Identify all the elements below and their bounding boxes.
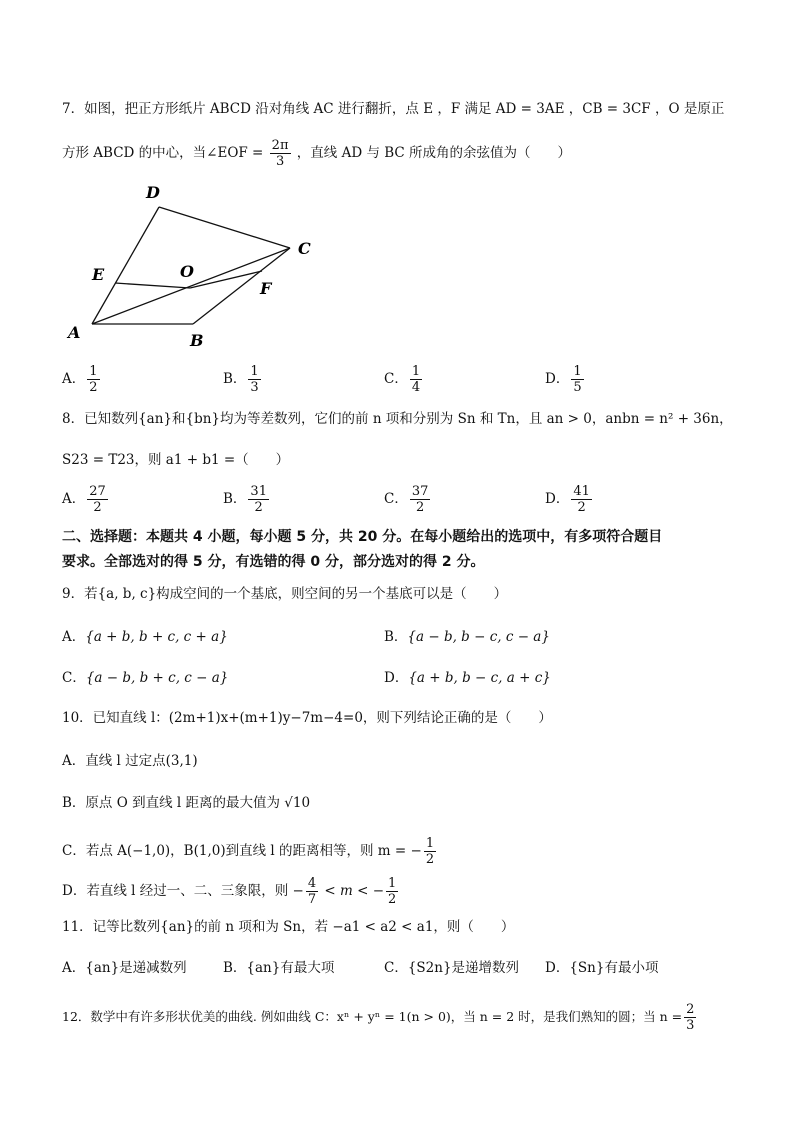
fraction-numerator: 27	[89, 484, 106, 499]
option-fraction	[571, 484, 592, 515]
option-text: < m < −	[320, 883, 385, 899]
option-label: B．	[223, 960, 247, 976]
q11-option-a[interactable]	[62, 958, 187, 978]
option-label: D．	[384, 670, 409, 686]
fraction-numerator: 37	[411, 484, 429, 499]
fraction-denominator: 4	[411, 380, 421, 395]
fraction-denominator: 2	[254, 500, 263, 515]
option-label: B．	[223, 491, 247, 507]
q10-stem: 10．已知直线 l：(2m+1)x+(m+1)y−7m−4=0，则下列结论正确的是（ ）	[62, 710, 552, 726]
fraction-denominator: 2	[415, 500, 425, 515]
fraction-numerator: 1	[89, 364, 98, 379]
fraction-numerator: 31	[250, 484, 267, 499]
q7-number: 7．	[62, 101, 85, 117]
label-D: D	[146, 183, 160, 202]
q10-option-d[interactable]	[62, 876, 764, 907]
option-text: {S2n}是递增数列	[407, 960, 520, 976]
q11-option-b[interactable]	[223, 958, 334, 978]
option-label: B．	[223, 371, 247, 387]
option-text: C．若点 A(−1,0)，B(1,0)到直线 l 的距离相等，则 m = −	[62, 843, 422, 859]
q7-option-a[interactable]	[62, 364, 102, 395]
option-label: A．	[62, 629, 86, 645]
option-label: A．	[62, 960, 86, 976]
option-label: A．	[62, 371, 86, 387]
option-fraction	[87, 364, 99, 395]
q11-option-d[interactable]	[545, 958, 658, 978]
fraction-numerator: 1	[425, 836, 435, 851]
q12-line1	[62, 1002, 764, 1033]
label-B: B	[190, 331, 204, 350]
label-A: A	[68, 323, 81, 342]
q7-text-line1: 如图，把正方形纸片 ABCD 沿对角线 AC 进行翻折，点 E ，F 满足 AD = 3AE ，CB = 3CF ，O 是原正	[84, 101, 725, 117]
option-text: {an}是递减数列	[85, 960, 187, 976]
fraction-denominator: 3	[275, 154, 285, 169]
fraction-denominator: 5	[573, 380, 582, 395]
option-label: B．	[384, 629, 408, 645]
q9-option-b[interactable]	[384, 627, 550, 647]
fraction-numerator: 4	[307, 876, 317, 891]
option-text: {a − b, b + c, c − a}	[85, 670, 229, 686]
q12-text: 12．数学中有许多形状优美的曲线. 例如曲线 C：xⁿ + yⁿ = 1(n > 0)，当 n = 2 时，是我们熟知的圆；当 n =	[62, 1009, 683, 1024]
q11-stem: 11．记等比数列{an}的前 n 项和为 Sn，若 −a1 < a2 < a1，则（ ）	[62, 919, 515, 935]
q7-figure	[60, 180, 340, 350]
q9-stem: 9．若{a, b, c}构成空间的一个基底，则空间的另一个基底可以是（ ）	[62, 586, 508, 602]
q8-option-a[interactable]	[62, 484, 110, 515]
q11-option-c[interactable]	[384, 958, 519, 978]
q7-option-b[interactable]	[223, 364, 263, 395]
option-text: {a + b, b + c, c + a}	[85, 629, 228, 645]
option-text: {Sn}有最小项	[569, 960, 659, 976]
option-text: {a − b, b − c, c − a}	[407, 629, 550, 645]
q8-option-b[interactable]	[223, 484, 271, 515]
q7-option-c[interactable]	[384, 364, 424, 395]
option-label: D．	[545, 371, 570, 387]
option-fraction	[248, 484, 269, 515]
fraction-denominator: 2	[93, 500, 102, 515]
q7-option-d[interactable]	[545, 364, 586, 395]
q7-text-line2b: ，直线 AD 与 BC 所成角的余弦值为（ ）	[296, 145, 572, 161]
label-E: E	[92, 265, 105, 284]
segment-EO	[115, 283, 190, 288]
label-C: C	[298, 239, 311, 258]
option-label: D．	[545, 960, 570, 976]
option-fraction	[306, 876, 318, 907]
option-label: C．	[384, 960, 408, 976]
fraction-denominator: 2	[425, 852, 435, 867]
option-fraction	[248, 364, 260, 395]
q10-option-c[interactable]	[62, 836, 764, 867]
edge-DC	[159, 207, 290, 248]
q9-option-a[interactable]	[62, 627, 228, 647]
option-fraction	[410, 484, 431, 515]
fraction-denominator: 2	[388, 892, 397, 907]
q7-line1	[62, 99, 764, 119]
option-label: D．	[545, 491, 570, 507]
option-text: {a + b, b − c, a + c}	[408, 670, 551, 686]
q10-option-b[interactable]: B．原点 O 到直线 l 距离的最大值为 √10	[62, 795, 311, 811]
fraction-numerator: 2π	[271, 138, 289, 153]
fraction-numerator: 2	[686, 1002, 695, 1017]
q8-option-c[interactable]	[384, 484, 432, 515]
option-fraction	[87, 484, 108, 515]
q8-option-d[interactable]	[545, 484, 594, 515]
fraction-denominator: 3	[686, 1018, 695, 1033]
option-label: A．	[62, 491, 86, 507]
option-fraction	[424, 836, 436, 867]
fraction-numerator: 1	[411, 364, 421, 379]
option-label: C．	[384, 371, 408, 387]
edge-BC	[193, 248, 290, 324]
fraction-denominator: 7	[307, 892, 317, 907]
fraction-numerator: 1	[388, 876, 397, 891]
q7-text-line2a: 方形 ABCD 的中心，当∠EOF =	[62, 145, 264, 161]
option-label: C．	[384, 491, 408, 507]
q9-option-c[interactable]	[62, 668, 228, 688]
option-fraction	[386, 876, 398, 907]
q8-line1: 8．已知数列{an}和{bn}均为等差数列，它们的前 n 项和分别为 Sn 和 Tn，且 an > 0，anbn = n² + 36n，	[62, 411, 733, 427]
q12-fraction	[684, 1002, 696, 1033]
fraction-denominator: 2	[577, 500, 586, 515]
option-text: D．若直线 l 经过一、二、三象限，则 −	[62, 883, 304, 899]
fraction-numerator: 1	[573, 364, 582, 379]
q7-line2	[62, 138, 764, 169]
fraction-numerator: 1	[250, 364, 259, 379]
section2-heading-line1: 二、选择题：本题共 4 小题，每小题 5 分，共 20 分。在每小题给出的选项中，有多项符合题目	[62, 529, 663, 545]
option-text: {an}有最大项	[246, 960, 335, 976]
label-F: F	[260, 279, 272, 298]
option-label: C．	[62, 670, 86, 686]
q8-line2: S23 = T23，则 a1 + b1 =（ ）	[62, 452, 290, 468]
q7-angle-fraction	[270, 138, 291, 169]
fraction-numerator: 41	[573, 484, 590, 499]
fraction-denominator: 2	[89, 380, 98, 395]
option-fraction	[571, 364, 583, 395]
q10-option-a[interactable]: A．直线 l 过定点(3,1)	[62, 753, 198, 769]
section2-heading-line2: 要求。全部选对的得 5 分，有选错的得 0 分，部分选对的得 2 分。	[62, 554, 485, 570]
q9-option-d[interactable]	[384, 668, 551, 688]
fraction-denominator: 3	[250, 380, 259, 395]
option-fraction	[410, 364, 422, 395]
label-O: O	[180, 262, 194, 281]
segment-OF	[190, 271, 262, 288]
